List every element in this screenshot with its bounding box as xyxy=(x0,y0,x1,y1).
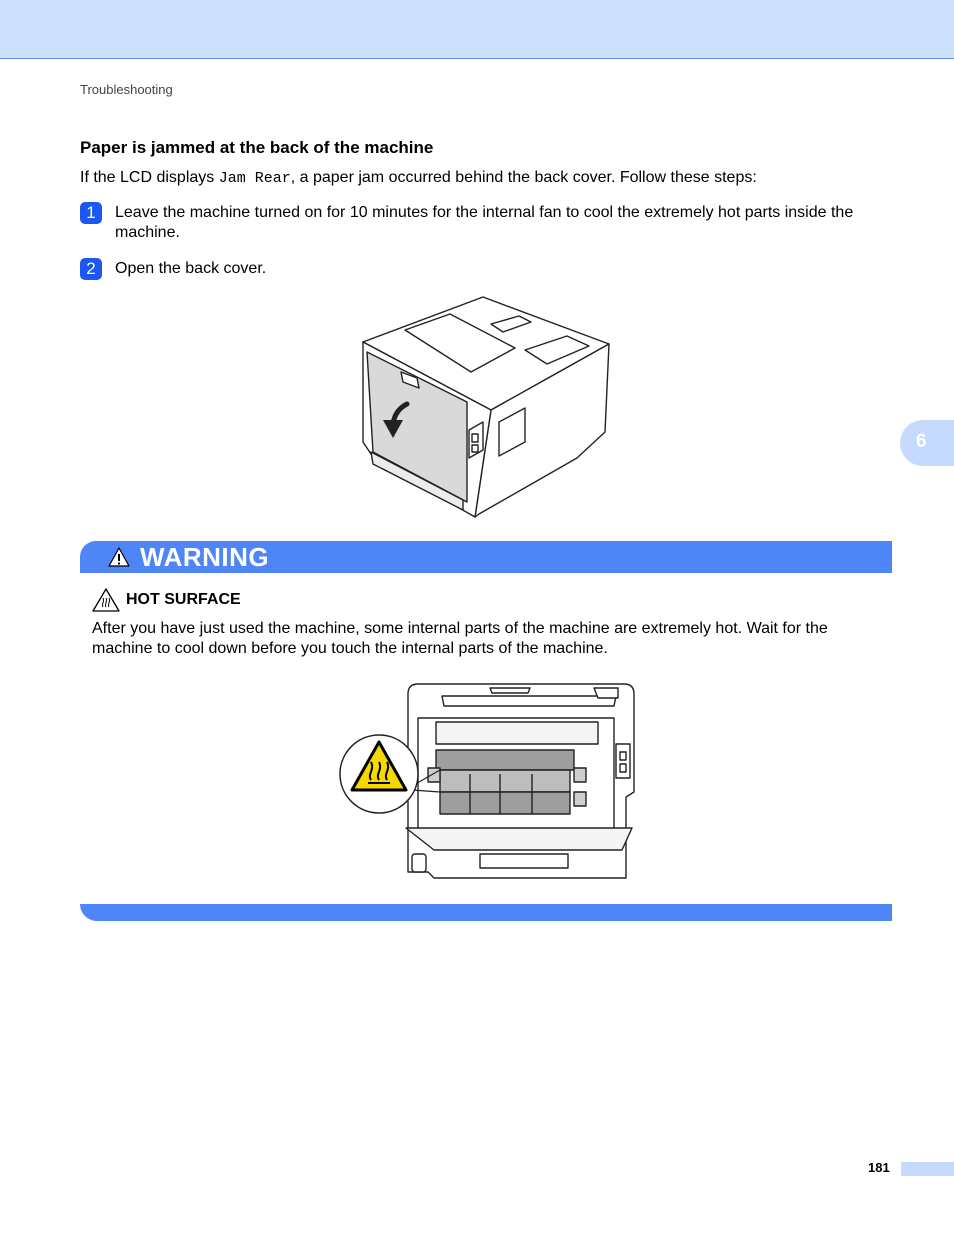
breadcrumb: Troubleshooting xyxy=(80,82,173,97)
warning-bottom-bar xyxy=(80,904,892,921)
printer-internal-parts-illustration xyxy=(336,682,638,882)
warning-label: WARNING xyxy=(140,541,270,572)
intro-text-before: If the LCD displays xyxy=(80,169,219,186)
warning-banner xyxy=(80,541,892,573)
intro-paragraph xyxy=(80,168,757,189)
lcd-message-code: Jam Rear xyxy=(218,170,291,187)
step-2-number-badge: 2 xyxy=(80,258,102,280)
hot-surface-heading xyxy=(92,588,241,612)
page-number-tab xyxy=(901,1162,954,1176)
step-2-text: Open the back cover. xyxy=(115,260,267,277)
page-number: 181 xyxy=(868,1160,890,1175)
chapter-tab xyxy=(900,420,954,466)
hot-surface-triangle-icon xyxy=(92,588,120,612)
intro-text-after: , a paper jam occurred behind the back cover. Follow these steps: xyxy=(290,169,757,186)
section-title: Paper is jammed at the back of the machine xyxy=(80,138,434,157)
hot-surface-label: HOT SURFACE xyxy=(126,591,241,608)
step-1-number-badge: 1 xyxy=(80,202,102,224)
step-2 xyxy=(80,258,900,280)
chapter-number: 6 xyxy=(916,431,927,452)
warning-triangle-icon xyxy=(108,547,130,567)
step-1 xyxy=(80,202,900,243)
warning-text: After you have just used the machine, some internal parts of the machine are extremely hot. Wait for the machine to cool down before you touch the internal parts of the machine. xyxy=(92,620,828,657)
step-1-text: Leave the machine turned on for 10 minutes for the internal fan to cool the extremely hot parts inside the machine. xyxy=(115,204,854,241)
top-header-band xyxy=(0,0,954,59)
hot-surface-callout-icon xyxy=(340,735,418,813)
printer-back-cover-illustration xyxy=(355,292,617,522)
